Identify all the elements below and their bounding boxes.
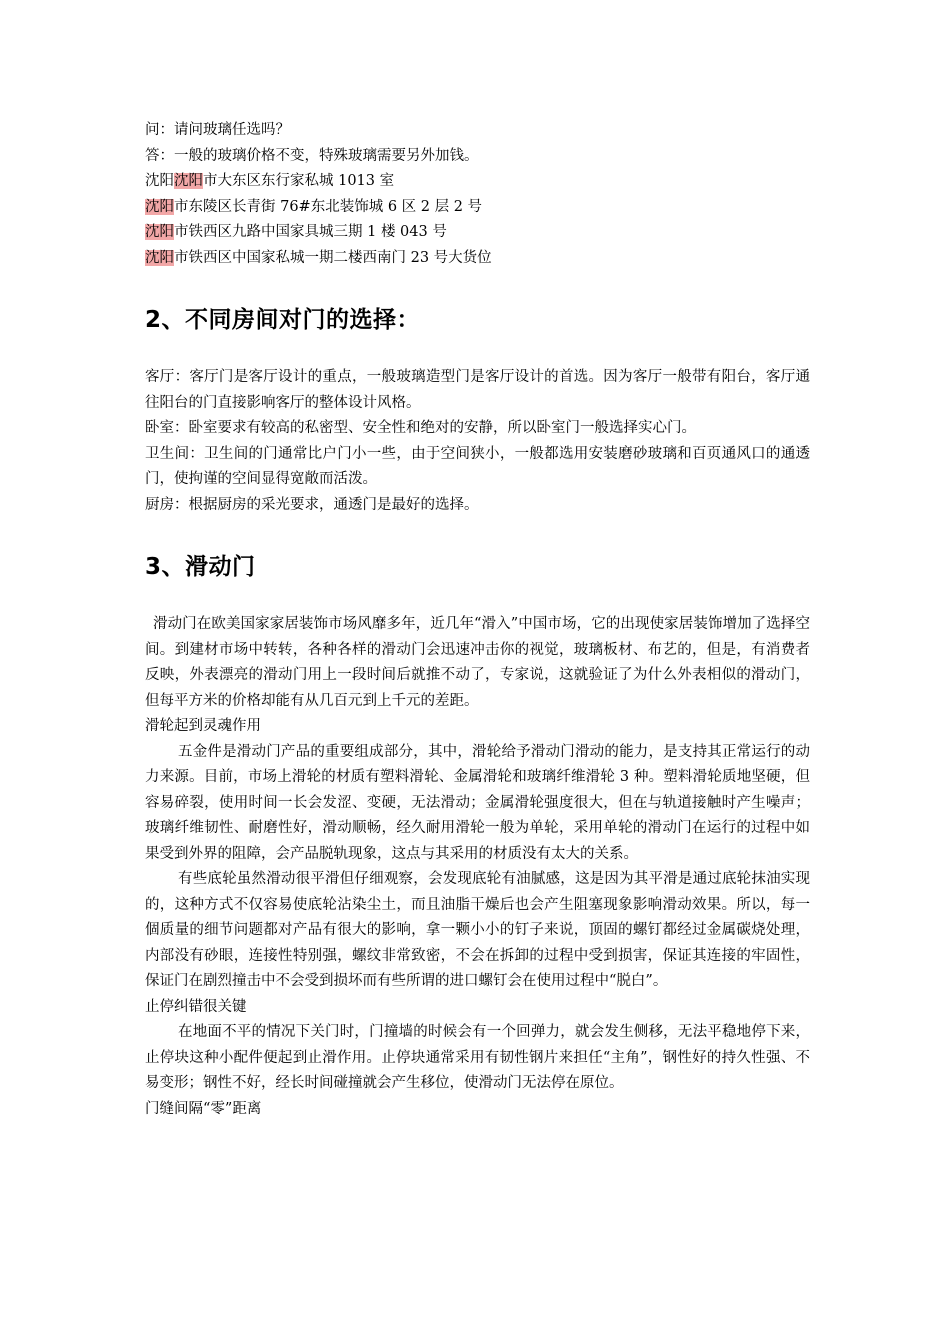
question-line: 问：请问玻璃任选吗？ [145, 122, 290, 138]
paragraph-stopper: 在地面不平的情况下关门时，门撞墙的时候会有一个回弹力，就会发生侧移，无法平稳地停下来，止停块这种小配件便起到止滑作用。止停块通常采用有韧性钢片来担任“主角”，钢性好的持久性强、不易变形；钢性不好，经长时间碰撞就会产生移位，使滑动门无法停在原位。 [145, 1024, 810, 1091]
section-heading-sliding-door: 3、滑动门 [145, 554, 256, 580]
paragraph-bedroom: 卧室：卧室要求有较高的私密型、安全性和绝对的安静，所以卧室门一般选择实心门。 [145, 420, 696, 436]
address-text: 市东陵区长青街 76#东北装饰城 6 区 2 层 2 号 [174, 198, 483, 215]
address-line [145, 169, 810, 195]
subheading-pulley: 滑轮起到灵魂作用 [145, 718, 261, 734]
paragraph-sliding-intro: 滑动门在欧美国家家居装饰市场风靡多年，近几年“滑入”中国市场，它的出现使家居装饰增加了选择空间。到建材市场中转转，各种各样的滑动门会迅速冲击你的视觉，玻璃板材、布艺的，但是，有消费者反映，外表漂亮的滑动门用上一段时间后就推不动了，专家说，这就验证了为什么外表相似的滑动门，但每平方米的价格却能有从几百元到上千元的差距。 [145, 616, 810, 709]
highlighted-keyword: 沈阳 [145, 224, 174, 240]
subheading-door-gap: 门缝间隔“零”距离 [145, 1100, 262, 1117]
subheading-stopper: 止停纠错很关键 [145, 998, 247, 1015]
paragraph-bottom-wheel: 有些底轮虽然滑动很平滑但仔细观察，会发现底轮有油腻感，这是因为其平滑是通过底轮抹油实现的，这种方式不仅容易使底轮沾染尘土，而且油脂干燥后也会产生阻塞现象影响滑动效果。所以，每一個质量的细节问题都对产品有很大的影响，拿一颗小小的钉子来说，顶固的螺钉都经过金属碳烧处理，内部没有砂眼，连接性特别强，螺纹非常致密，不会在拆卸的过程中受到损害，保证其连接的牢固性，保证门在剧烈撞击中不会受到损坏而有些所谓的进口螺钉会在使用过程中“脱白”。 [145, 871, 810, 989]
address-line [145, 220, 810, 246]
highlighted-keyword: 沈阳 [145, 198, 174, 215]
section-heading-room-doors: 2、不同房间对门的选择： [145, 307, 421, 333]
address-line [145, 195, 810, 221]
address-text: 市铁西区九路中国家具城三期 1 楼 043 号 [174, 224, 447, 240]
paragraph-bathroom: 卫生间：卫生间的门通常比户门小一些，由于空间狭小，一般都选用安装磨砂玻璃和百页通风口的通透门，使拘谨的空间显得宽敞而活泼。 [145, 445, 810, 487]
address-text: 市大东区东行家私城 1013 室 [203, 173, 395, 189]
paragraph-pulley: 五金件是滑动门产品的重要组成部分，其中，滑轮给予滑动门滑动的能力，是支持其正常运行的动力来源。目前，市场上滑轮的材质有塑料滑轮、金属滑轮和玻璃纤维滑轮 3 种。塑料滑轮质地坚硬，但容易碎裂，使用时间一长会发涩、变硬，无法滑动；金属滑轮强度很大，但在与轨道接触时产生噪声；玻璃纤维韧性、耐磨性好，滑动顺畅，经久耐用滑轮一般为单轮，采用单轮的滑动门在运行的过程中如果受到外界的阻障，会产品脱轨现象，这点与其采用的材质没有太大的关系。 [145, 743, 810, 862]
answer-line: 答：一般的玻璃价格不变，特殊玻璃需要另外加钱。 [145, 147, 479, 164]
paragraph-living-room: 客厅：客厅门是客厅设计的重点，一般玻璃造型门是客厅设计的首选。因为客厅一般带有阳台，客厅通往阳台的门直接影响客厅的整体设计风格。 [145, 369, 810, 411]
address-text: 市铁西区中国家私城一期二楼西南门 23 号大货位 [174, 249, 492, 266]
paragraph-kitchen: 厨房：根据厨房的采光要求，通透门是最好的选择。 [145, 496, 479, 513]
document-page [145, 118, 810, 1122]
address-prefix: 沈阳 [145, 173, 174, 189]
highlighted-keyword: 沈阳 [145, 249, 174, 266]
highlighted-keyword: 沈阳 [174, 173, 203, 189]
address-line [145, 246, 810, 272]
